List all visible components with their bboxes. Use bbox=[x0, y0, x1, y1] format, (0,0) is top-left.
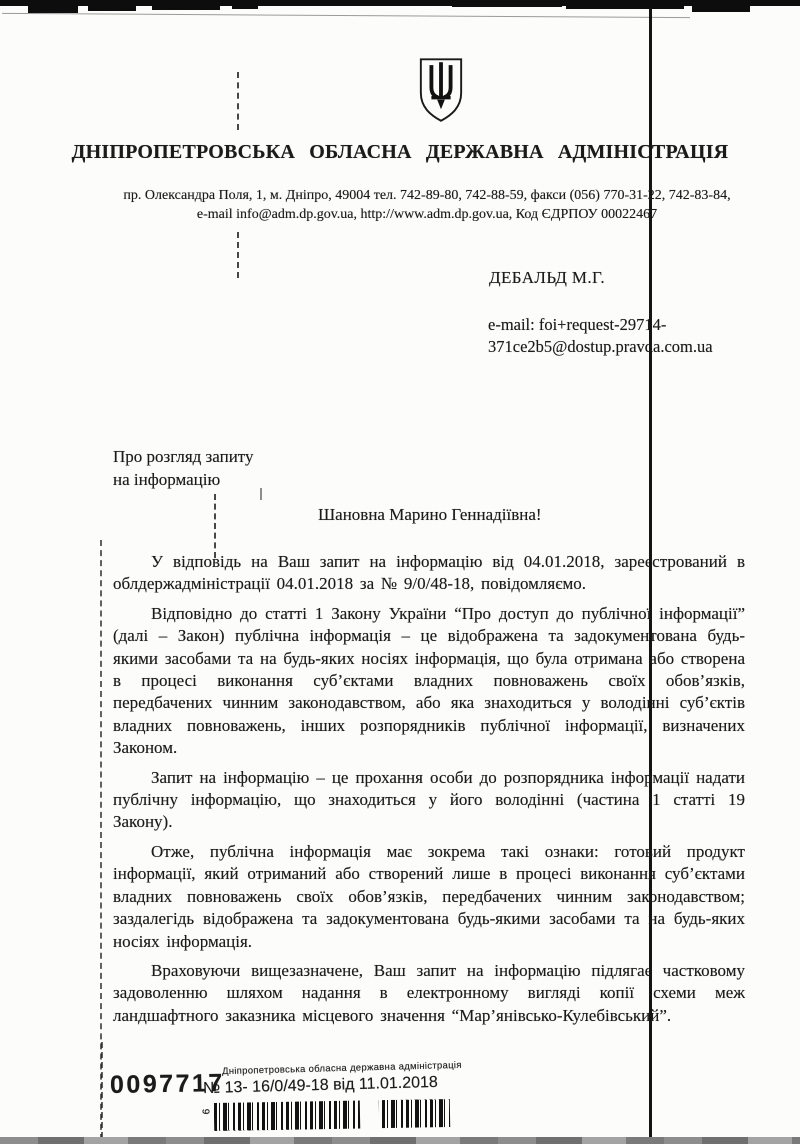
body-paragraph: Відповідно до статті 1 Закону України “Про доступ до публічної інформації” (далі – Закон) публічна інформація – це відображена та задокументована будь-якими засобами та на будь-яких носіях інформація, що була отримана або створена в процесі виконання суб’єктами владних повноважень своїх обов’язків, передбачених чинним законодавством, або яка знаходиться у володінні суб’єктів владних повноважень, інших розпорядників публічної інформації, визначених Законом. bbox=[113, 603, 745, 758]
barcode-side-char: 9 bbox=[199, 1108, 211, 1115]
body-paragraph: Отже, публічна інформація має зокрема такі ознаки: готовий продукт інформації, який отриманий або створений лише в процесі виконання суб’єктами владних повноважень своїх обов’язків, передбачених чинним законодавством; заздалегідь відображена та задокументована будь-якими засобами та на будь-яких носіях інформація. bbox=[113, 841, 745, 951]
scan-artifact bbox=[88, 0, 136, 11]
scan-artifact bbox=[300, 0, 342, 5]
body-paragraph: У відповідь на Ваш запит на інформацію від 04.01.2018, зареєстрований в облдержадміністрації 04.01.2018 за № 9/0/48-18, повідомляємо. bbox=[113, 552, 745, 594]
letter-body bbox=[113, 551, 745, 1034]
scan-artifact-bottom-band bbox=[0, 1137, 800, 1144]
scan-artifact bbox=[237, 232, 239, 278]
body-paragraph: Запит на інформацію – це прохання особи до розпорядника інформації надати публічну інформацію, що знаходиться у його володінні (частина 1 статті 19 Закону). bbox=[113, 767, 745, 832]
scan-artifact bbox=[232, 0, 258, 9]
barcode bbox=[214, 1099, 450, 1131]
scan-artifact-edge-line bbox=[2, 13, 690, 18]
scan-artifact bbox=[260, 488, 262, 500]
organization-name: ДНІПРОПЕТРОВСЬКА ОБЛАСНА ДЕРЖАВНА АДМІНІСТРАЦІЯ bbox=[71, 141, 729, 163]
salutation: Шановна Марино Геннадіївна! bbox=[318, 505, 542, 524]
body-paragraph: Враховуючи вищезазначене, Ваш запит на інформацію підлягає частковому задоволенню шляхом надання в електронному вигляді копії схеми меж ландшафтного заказника місцевого значення “Мар’янівсько-Кулебівський”. bbox=[113, 960, 745, 1025]
letter-subject-line2: на інформацію bbox=[113, 470, 221, 489]
recipient-email bbox=[488, 314, 713, 358]
scan-artifact bbox=[28, 0, 78, 13]
recipient-email-line2: 371ce2b5@dostup.pravda.com.ua bbox=[488, 337, 713, 356]
letterhead-address-line1: пр. Олександра Поля, 1, м. Дніпро, 49004 тел. 742-89-80, 742-88-59, факси (056) 770-31-22, 742-83-84, bbox=[123, 188, 731, 203]
scan-artifact bbox=[237, 72, 239, 130]
letter-subject-line1: Про розгляд запиту bbox=[113, 447, 254, 466]
letterhead-address bbox=[107, 186, 747, 224]
scan-artifact-margin-perforation bbox=[101, 1042, 103, 1138]
scan-artifact bbox=[566, 0, 684, 9]
ukraine-trident-emblem-icon bbox=[417, 54, 465, 128]
recipient-name: ДЕБАЛЬД М.Г. bbox=[489, 268, 606, 287]
stamp-registration-line: № 13- 16/0/49-18 від 11.01.2018 bbox=[202, 1073, 439, 1098]
scan-artifact bbox=[452, 0, 562, 7]
letter-subject bbox=[113, 445, 254, 491]
stamp-serial-number: 0097717 bbox=[109, 1069, 226, 1099]
stamp-org-line: Дніпропетровська обласна державна адміністрація bbox=[221, 1059, 462, 1078]
recipient-email-line1: e-mail: foi+request-29714- bbox=[488, 315, 667, 334]
barcode-gap bbox=[360, 1099, 380, 1129]
scan-artifact bbox=[214, 494, 216, 558]
scan-artifact bbox=[692, 0, 750, 12]
scan-artifact bbox=[152, 0, 220, 10]
letterhead-address-line2: e-mail info@adm.dp.gov.ua, http://www.adm.dp.gov.ua, Код ЄДРПОУ 00022467 bbox=[196, 207, 658, 222]
